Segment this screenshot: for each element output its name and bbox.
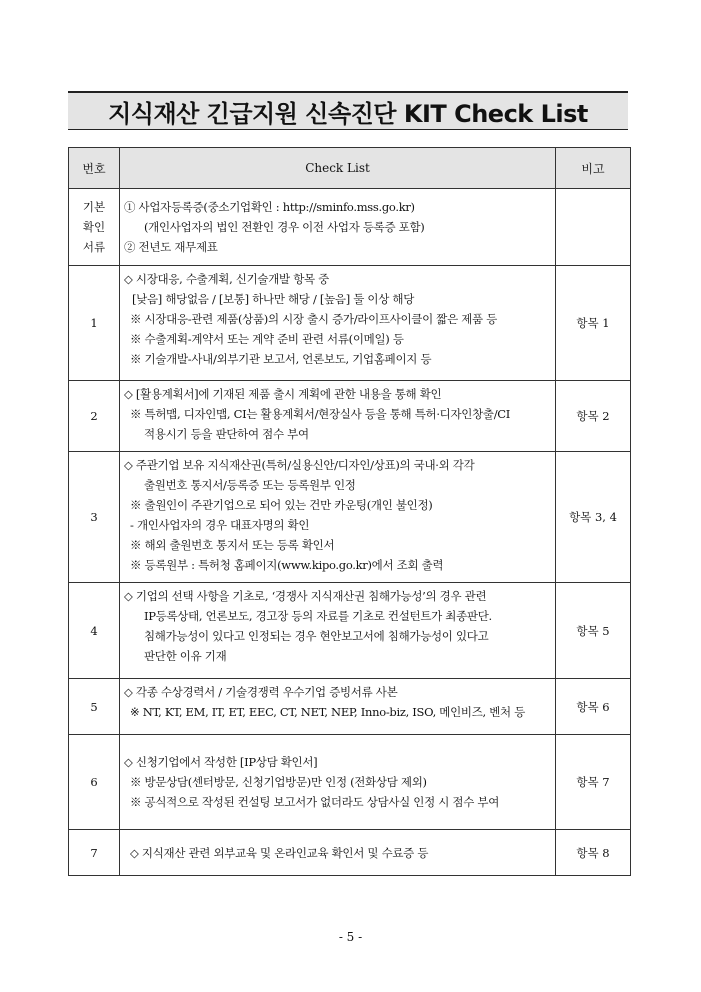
row-number: 1 — [69, 266, 120, 381]
row-note: 항목 6 — [556, 679, 631, 735]
table-row-basic — [69, 189, 631, 266]
row-content: ◇ 각종 수상경력서 / 기술경쟁력 우수기업 증빙서류 사본 ※ NT, KT, EM, IT, ET, EEC, CT, NET, NEP, Inno-biz, ISO, 메인비즈, 벤처 등 — [120, 679, 556, 735]
row-number: 2 — [69, 381, 120, 452]
header-check-list: Check List — [120, 148, 556, 189]
row-note: 항목 5 — [556, 583, 631, 679]
row-note: 항목 7 — [556, 735, 631, 830]
row-note: 항목 2 — [556, 381, 631, 452]
table-row-4 — [69, 583, 631, 679]
table-row-6 — [69, 735, 631, 830]
row-note: 항목 8 — [556, 830, 631, 876]
row-note — [556, 189, 631, 266]
row-content: ◇ 신청기업에서 작성한 [IP상담 확인서] ※ 방문상담(센터방문, 신청기업방문)만 인정 (전화상담 제외) ※ 공식적으로 작성된 컨설팅 보고서가 없더라도 상담사실 인정 시 점수 부여 — [120, 735, 556, 830]
row-content: ◇ 시장대응, 수출계획, 신기술개발 항목 중 [낮음] 해당없음 / [보통] 하나만 해당 / [높음] 둘 이상 해당 ※ 시장대응-관련 제품(상품)의 시장 출시 증가/라이프사이클이 짧은 제품 등 ※ 수출계획-계약서 또는 계약 준비 관련 서류(이메일) 등 ※ 기술개발-사내/외부기관 보고서, 언론보도, 기업홈페이지 등 — [120, 266, 556, 381]
row-number: 7 — [69, 830, 120, 876]
document-title: 지식재산 긴급지원 신속진단 KIT Check List — [108, 99, 588, 128]
table-row-3 — [69, 452, 631, 583]
title-banner — [68, 91, 628, 130]
table-row-1 — [69, 266, 631, 381]
row-number: 5 — [69, 679, 120, 735]
row-note: 항목 1 — [556, 266, 631, 381]
table-row-7 — [69, 830, 631, 876]
row-number: 6 — [69, 735, 120, 830]
header-number: 번호 — [69, 148, 120, 189]
row-note: 항목 3, 4 — [556, 452, 631, 583]
checklist-table — [68, 147, 631, 876]
row-number: 기본 확인 서류 — [69, 189, 120, 266]
table-row-5 — [69, 679, 631, 735]
row-content: ◇ 지식재산 관련 외부교육 및 온라인교육 확인서 및 수료증 등 — [120, 830, 556, 876]
row-content: ◇ [활용계획서]에 기재된 제품 출시 계획에 관한 내용을 통해 확인 ※ 특허맵, 디자인맵, CI는 활용계획서/현장실사 등을 통해 특허·디자인창출/CI 적용시기 등을 판단하여 점수 부여 — [120, 381, 556, 452]
row-content: ① 사업자등록증(중소기업확인 : http://sminfo.mss.go.kr) (개인사업자의 법인 전환인 경우 이전 사업자 등록증 포함) ② 전년도 재무제표 — [120, 189, 556, 266]
row-number: 4 — [69, 583, 120, 679]
row-content: ◇ 기업의 선택 사항을 기초로, ‘경쟁사 지식재산권 침해가능성’의 경우 관련 IP등록상태, 언론보도, 경고장 등의 자료를 기초로 컨설턴트가 최종판단. 침해가능성이 있다고 인정되는 경우 현안보고서에 침해가능성이 있다고 판단한 이유 기재 — [120, 583, 556, 679]
row-content: ◇ 주관기업 보유 지식재산권(특허/실용신안/디자인/상표)의 국내·외 각각 출원번호 통지서/등록증 또는 등록원부 인정 ※ 출원인이 주관기업으로 되어 있는 건만 카운팅(개인 불인정) - 개인사업자의 경우 대표자명의 확인 ※ 해외 출원번호 통지서 또는 등록 확인서 ※ 등록원부 : 특허청 홈페이지(www.kipo.go.kr)에서 조회 출력 — [120, 452, 556, 583]
table-header-row — [69, 148, 631, 189]
table-row-2 — [69, 381, 631, 452]
header-note: 비고 — [556, 148, 631, 189]
page-number: - 5 - — [338, 930, 363, 944]
row-number: 3 — [69, 452, 120, 583]
